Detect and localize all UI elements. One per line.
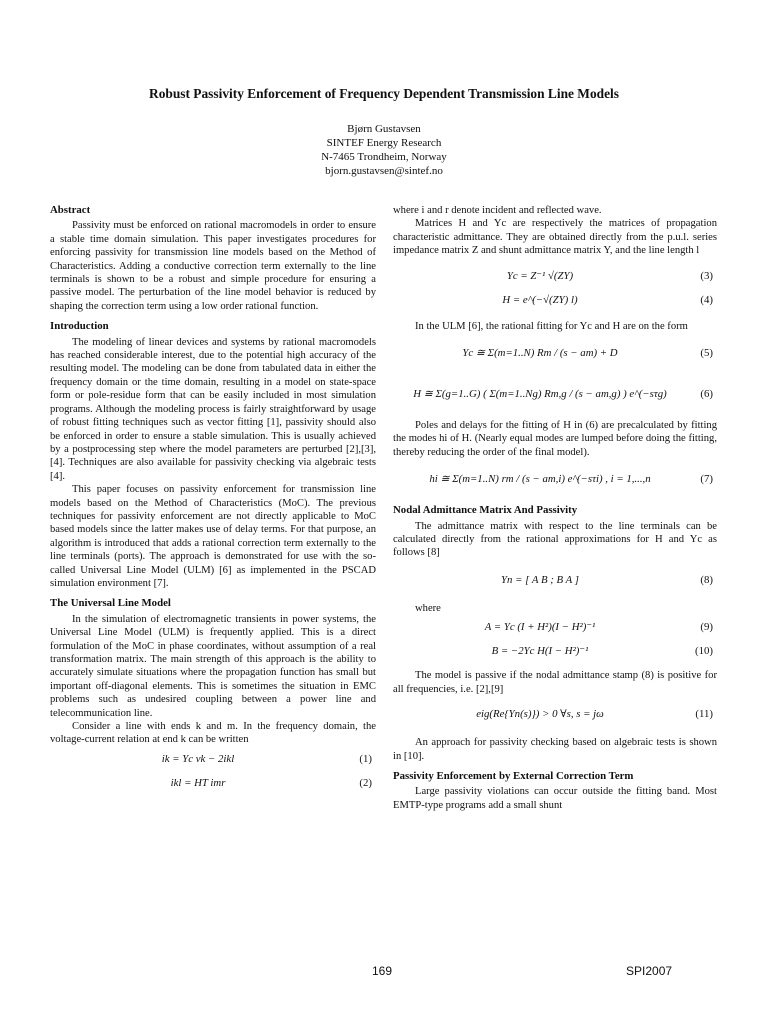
equation-9-expression: A = Yc (I + H²)(I − H²)⁻¹ xyxy=(484,621,596,634)
equation-2-expression: ikl = HT imr xyxy=(170,776,226,789)
equation-5 xyxy=(393,337,717,371)
equation-1-expression: ik = Yc vk − 2ikl xyxy=(161,752,235,765)
equation-1 xyxy=(50,751,376,771)
equation-10 xyxy=(393,643,717,663)
equation-4-expression: H = e^(−√(ZY) l) xyxy=(502,293,578,306)
ulm-paragraph-2: Consider a line with ends k and m. In the frequency domain, the voltage-current relation at end k can be written xyxy=(50,721,376,746)
equation-5-expression: Yc ≅ Σ(m=1..N) Rm / (s − am) + D xyxy=(462,347,618,360)
algebraic-tests-paragraph: An approach for passivity checking based on algebraic tests is shown in [10]. xyxy=(393,737,717,762)
conference-label: SPI2007 xyxy=(626,964,673,978)
abstract-text: Passivity must be enforced on rational macromodels in order to ensure a stable time domain simulation. This paper investigates procedures for enforcing passivity for transmission line models based on the Method of Characteristics. Adding a conductive correction term externally to the line terminals is shown to be a robust and simple procedure for ensuring a passive model. The perturbation of the line model behavior is reduced by shaping the correction term using a low order rational function. xyxy=(50,220,376,312)
equation-9-number: (9) xyxy=(700,621,713,634)
paper-title: Robust Passivity Enforcement of Frequency Dependent Transmission Line Models xyxy=(149,86,619,101)
ulm-heading: The Universal Line Model xyxy=(50,597,171,610)
equation-3-number: (3) xyxy=(700,269,713,282)
equation-6 xyxy=(393,375,717,415)
left-column xyxy=(50,204,376,799)
equation-7-expression: hi ≅ Σ(m=1..N) rm / (s − am,i) e^(−sτi) , i = 1,...,n xyxy=(429,473,651,486)
equation-6-expression: H ≅ Σ(g=1..G) ( Σ(m=1..Ng) Rm,g / (s − am,g) ) e^(−sτg) xyxy=(413,388,667,401)
equation-11-number: (11) xyxy=(695,708,713,721)
equation-3-expression: Yc = Z⁻¹ √(ZY) xyxy=(506,269,574,282)
equation-3 xyxy=(393,268,717,288)
intro-paragraph-1: The modeling of linear devices and systems by rational macromodels has reached considerable interest, due to the potential high accuracy of the resulting model. The modeling can be done from tabulated data in either the frequency domain or the time domain, resulting in a model on state-space form or pole-residue form that can be easily included in most simulation programs. Although the modeling process is fairly straightforward by usage of robust fitting techniques such as vector fitting [1], passivity should also be enforced in order to ensure a stable simulation. This is usually achieved by a postprocessing step where the model parameters are perturbed [2],[3],[4]. Techniques are also available for passivity checking via algebraic tests [4]. xyxy=(50,336,376,482)
equation-4 xyxy=(393,292,717,312)
equation-10-number: (10) xyxy=(695,645,713,658)
wave-definition-text: where i and r denote incident and reflected wave. xyxy=(393,205,602,216)
equation-2 xyxy=(50,775,376,795)
author-address: N-7465 Trondheim, Norway xyxy=(321,151,447,163)
matrices-paragraph: Matrices H and Yc are respectively the matrices of propagation characteristic admittance. They are obtained directly from the p.u.l. series impedance matrix Z and shunt admittance matrix Y, and the line length l xyxy=(393,218,717,257)
equation-11 xyxy=(393,706,717,726)
ulm-fitting-paragraph: In the ULM [6], the rational fitting for Yc and H are on the form xyxy=(415,320,688,332)
right-column xyxy=(393,204,717,812)
poles-delays-paragraph: Poles and delays for the fitting of H in (6) are precalculated by fitting the modes hi of H. (Nearly equal modes are lumped before doing the fitting, thereby reducing the order of the final model). xyxy=(393,420,717,458)
equation-7-number: (7) xyxy=(700,473,713,486)
equation-4-number: (4) xyxy=(700,293,713,306)
passivity-enforcement-paragraph: Large passivity violations can occur outside the fitting band. Most EMTP-type programs add a small shunt xyxy=(393,786,717,811)
equation-8 xyxy=(393,564,717,598)
equation-7 xyxy=(393,463,717,497)
passivity-condition-paragraph: The model is passive if the nodal admittance stamp (8) is positive for all frequencies, i.e. [2],[9] xyxy=(393,670,717,695)
author-name: Bjørn Gustavsen xyxy=(347,123,421,135)
equation-11-expression: eig(Re{Yn(s)}) > 0 ∀s, s = jω xyxy=(476,708,604,721)
equation-8-number: (8) xyxy=(700,573,713,586)
equation-2-number: (2) xyxy=(359,776,372,789)
intro-paragraph-2: This paper focuses on passivity enforcement for transmission line models based on the Method of Characteristics (MoC). The previous techniques for passivity enforcement are not directly applicable to MoC based models since the latter makes use of delay terms. For that purpose, an algorithm is introduced that adds a rational correction term externally to the line terminals (ports). The approach is demonstrated for use with the so-called Universal Line Model (ULM) [6] as implemented in the PSCAD simulation environment [7]. xyxy=(50,484,376,589)
passivity-enforcement-heading: Passivity Enforcement by External Correction Term xyxy=(393,769,634,782)
equation-6-number: (6) xyxy=(700,388,713,401)
nodal-admittance-heading: Nodal Admittance Matrix And Passivity xyxy=(393,504,578,517)
introduction-heading: Introduction xyxy=(50,320,109,333)
equation-10-expression: B = −2Yc H(I − H²)⁻¹ xyxy=(491,645,589,658)
page-number: 169 xyxy=(372,964,393,978)
equation-8-expression: Yn = [ A B ; B A ] xyxy=(501,573,579,586)
equation-5-number: (5) xyxy=(700,347,713,360)
abstract-heading: Abstract xyxy=(50,204,91,216)
equation-9 xyxy=(393,619,717,639)
author-email: bjorn.gustavsen@sintef.no xyxy=(325,165,443,177)
where-text: where xyxy=(415,602,441,614)
nodal-admittance-paragraph: The admittance matrix with respect to the line terminals can be calculated directly from the rational approximations for H and Yc as follows [8] xyxy=(393,520,717,559)
ulm-paragraph-1: In the simulation of electromagnetic transients in power systems, the Universal Line Model (ULM) is frequently applied. This is a direct formulation of the MoC in phase coordinates, without assumption of a real transformation matrix. The main strength of this approach is the ability to accurately simulate situations where the propagation function has small but important off-diagonal elements. This is sometimes the situation in EMC problems such as undesired coupling between a power line and telecommunication line. xyxy=(50,613,376,719)
author-affiliation: SINTEF Energy Research xyxy=(326,137,442,149)
author-block xyxy=(0,122,768,178)
equation-1-number: (1) xyxy=(359,752,372,765)
